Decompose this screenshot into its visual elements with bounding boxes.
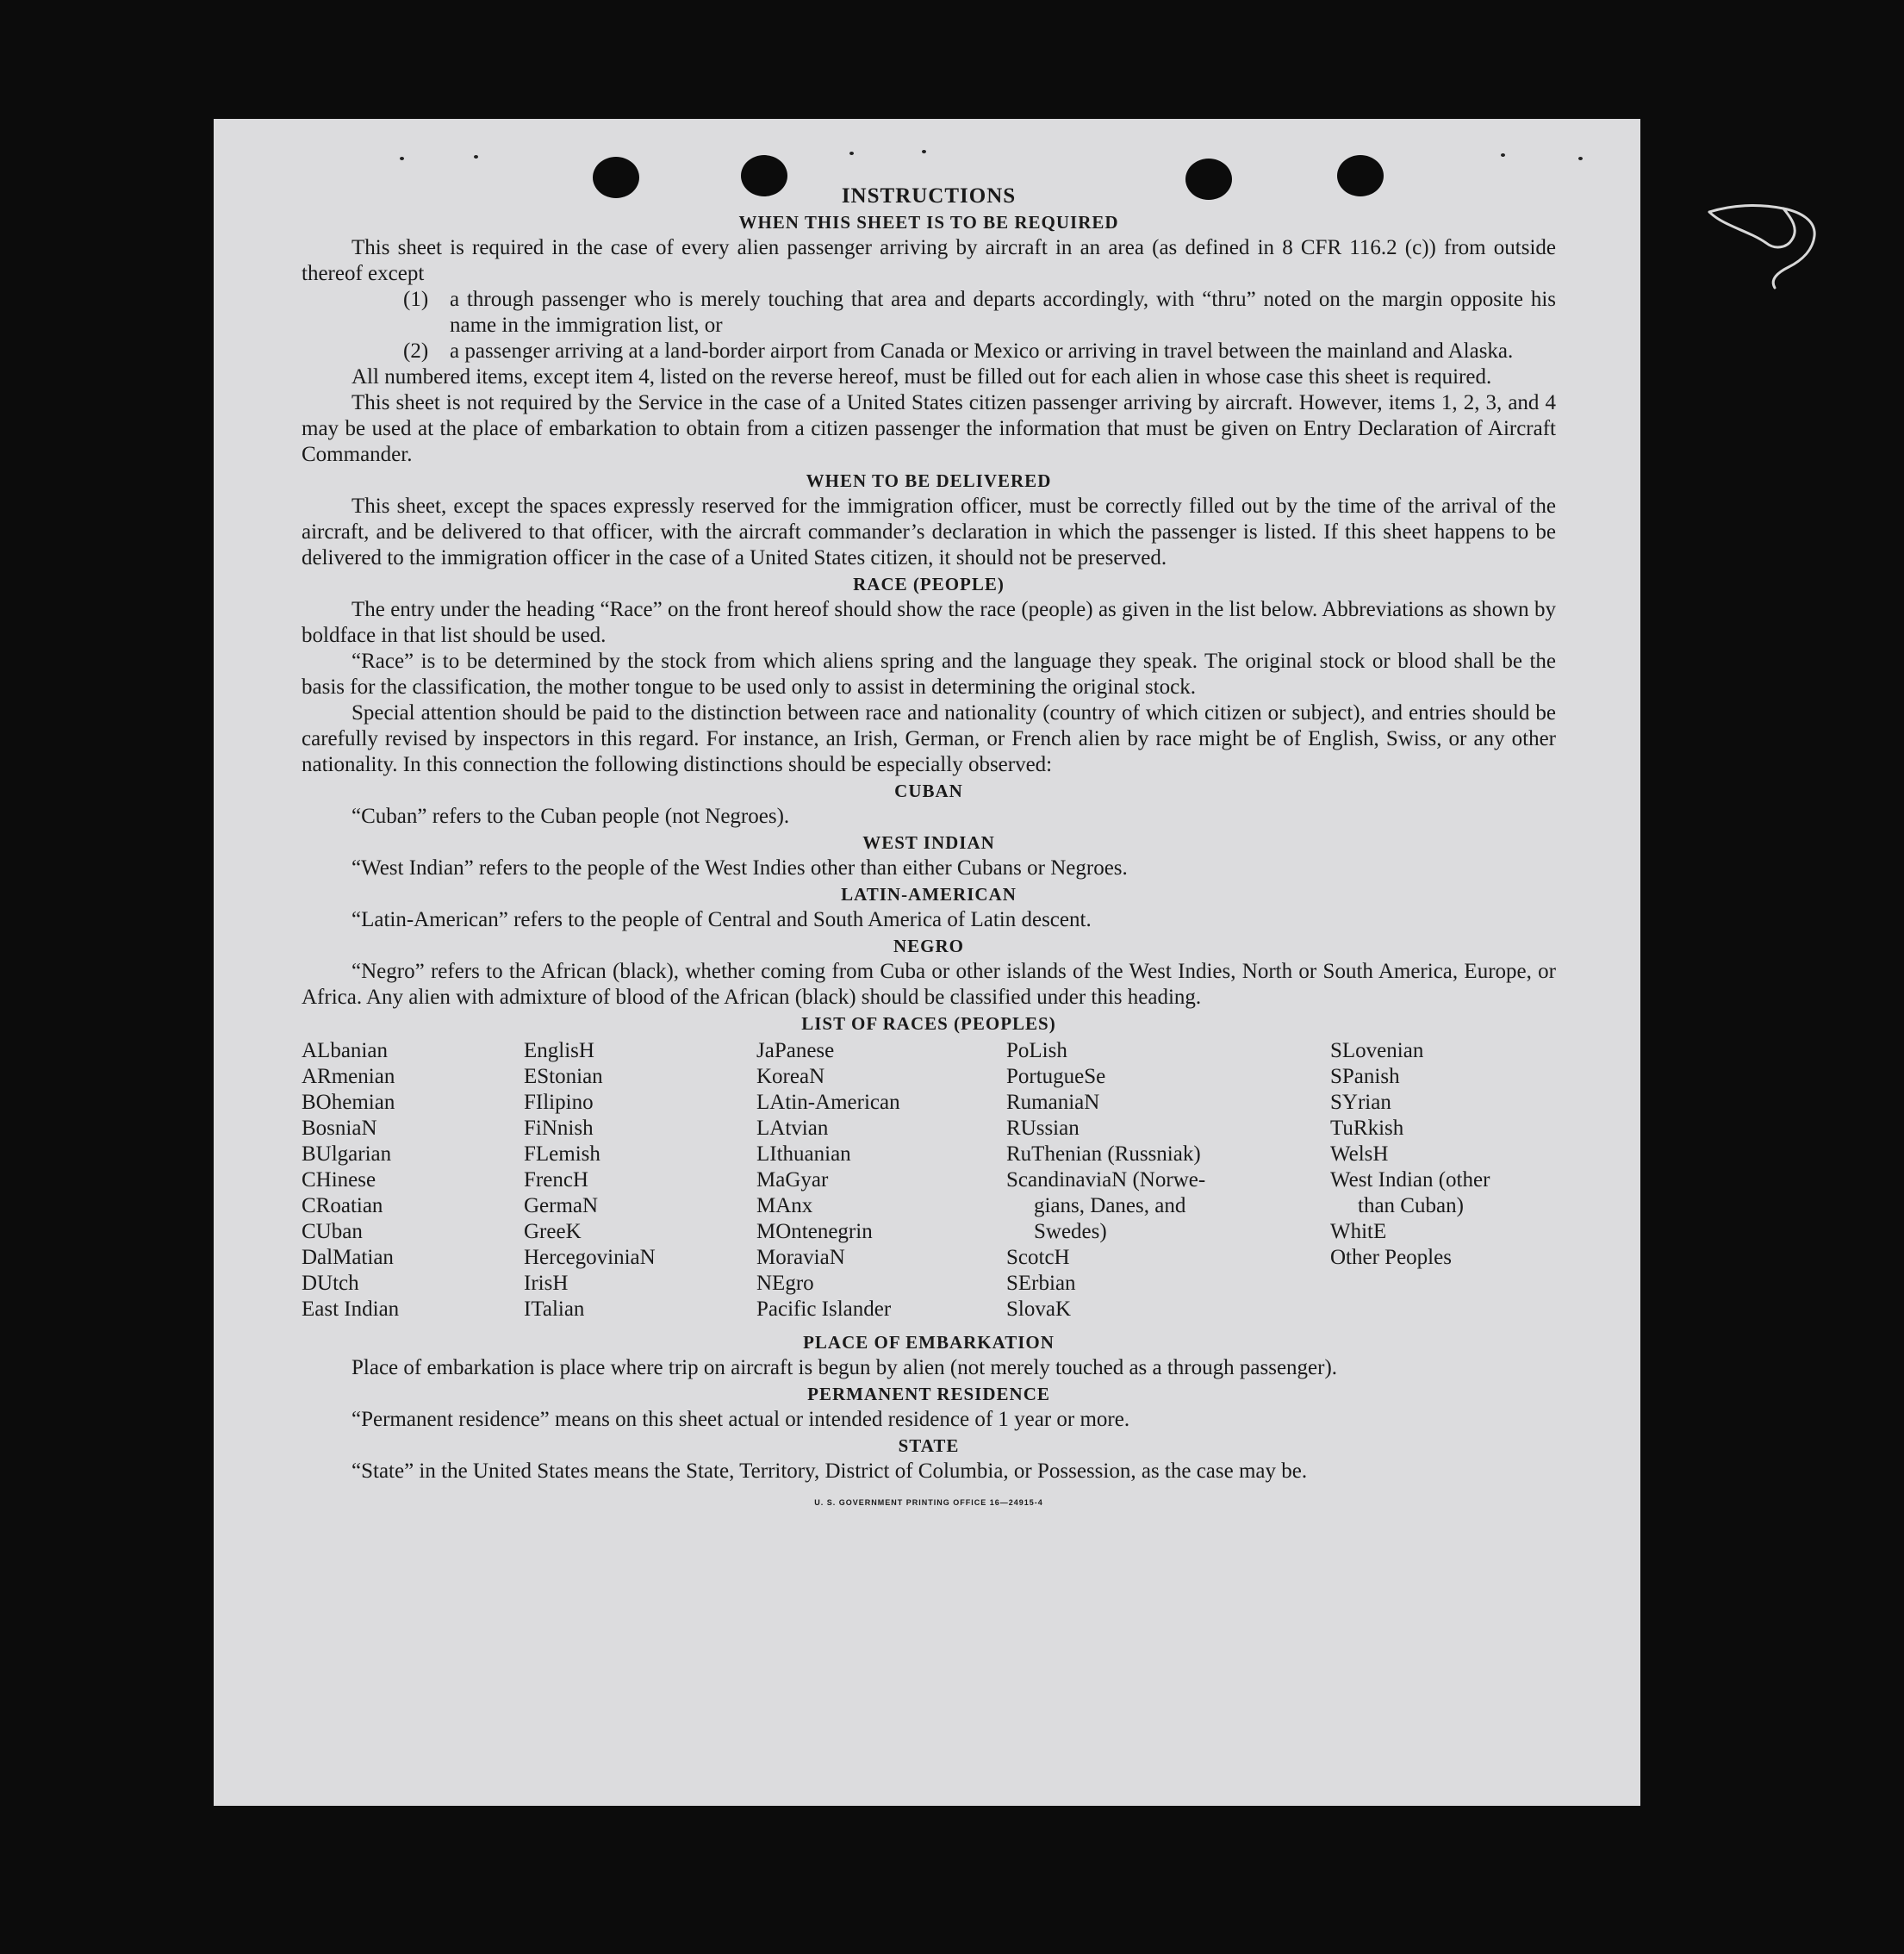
race-entry: FrencH: [524, 1168, 588, 1192]
race-entry: BUlgarian: [302, 1142, 392, 1166]
section-heading-when-required: WHEN THIS SHEET IS TO BE REQUIRED: [738, 212, 1119, 233]
citizen-paragraph: This sheet is not required by the Service in the case of a United States citizen passenger arriving by aircraft. However, items 1, 2, 3, and 4 may be used at the place of embarkation to obtain from a citizen passenger the information that must be given on Entry Declaration of Aircraft Commander.: [302, 391, 1556, 466]
races-list: [302, 1038, 1556, 1322]
race-entry: Pacific Islander: [756, 1297, 892, 1321]
section-heading-state: STATE: [898, 1435, 960, 1456]
race-entry: PoLish: [1006, 1039, 1067, 1062]
ink-speck: [1578, 157, 1583, 160]
race-entry: CRoatian: [302, 1194, 383, 1217]
race-entry: ScandinaviaN (Norwe-: [1006, 1168, 1206, 1192]
race-entry: MAnx: [756, 1194, 813, 1217]
race-entry: DUtch: [302, 1272, 359, 1295]
ink-speck: [1501, 153, 1505, 157]
exception-number: (1): [403, 288, 429, 311]
exception-item: [302, 339, 1556, 364]
race-entry: ScotcH: [1006, 1246, 1070, 1269]
race-entry: HercegoviniaN: [524, 1246, 656, 1269]
section-heading-race: RACE (PEOPLE): [853, 574, 1005, 594]
section-heading-list-of-races: LIST OF RACES (PEOPLES): [801, 1013, 1056, 1034]
race-entry: SlovaK: [1006, 1297, 1071, 1321]
race-entry: ITalian: [524, 1297, 585, 1321]
race-entry: West Indian (other: [1330, 1168, 1490, 1192]
race-entry: IrisH: [524, 1272, 569, 1295]
ink-speck: [849, 152, 854, 155]
race-entry: RUssian: [1006, 1117, 1080, 1140]
race-entry: RumaniaN: [1006, 1091, 1100, 1114]
race-entry: East Indian: [302, 1297, 400, 1321]
race-entry: MaGyar: [756, 1168, 829, 1192]
race-entry: BOhemian: [302, 1091, 395, 1114]
race-entry-continuation: Swedes): [1034, 1220, 1107, 1243]
numbered-items-paragraph: All numbered items, except item 4, listed on the reverse hereof, must be filled out for each alien in whose case this sheet is required.: [352, 365, 1492, 389]
races-column-2: [524, 1038, 756, 1322]
races-column-4: [1006, 1038, 1330, 1322]
race-entry: FLemish: [524, 1142, 600, 1166]
section-heading-negro: NEGRO: [893, 936, 964, 956]
race-entry: GermaN: [524, 1194, 599, 1217]
race-entry: SLovenian: [1330, 1039, 1424, 1062]
document-sheet: [214, 119, 1640, 1806]
race-paragraph-2: “Race” is to be determined by the stock from which aliens spring and the language they speak. The original stock or blood shall be the basis for the classification, the mother tongue to be used only to assist in determining the original stock.: [302, 650, 1556, 699]
race-entry: FiNnish: [524, 1117, 594, 1140]
race-entry: WhitE: [1330, 1220, 1387, 1243]
race-entry: ARmenian: [302, 1065, 395, 1088]
when-delivered-text: This sheet, except the spaces expressly reserved for the immigration officer, must be correctly filled out by the time of the arrival of the aircraft, and be delivered to that officer, with the aircraft commander’s declaration in which the passenger is listed. If this sheet happens to be delivered to the immigration officer in the case of a United States citizen, it should not be preserved.: [302, 495, 1556, 569]
residence-text: “Permanent residence” means on this sheet actual or intended residence of 1 year or more.: [352, 1408, 1130, 1431]
paper-clip-scribble: [1706, 200, 1826, 303]
race-entry: LAtvian: [756, 1117, 829, 1140]
race-entry: JaPanese: [756, 1039, 835, 1062]
race-entry: SPanish: [1330, 1065, 1400, 1088]
race-paragraph-1: The entry under the heading “Race” on the front hereof should show the race (people) as given in the list below. Abbreviations as shown by boldface in that list should be used.: [302, 598, 1556, 647]
embarkation-text: Place of embarkation is place where trip on aircraft is begun by alien (not merely touched as a through passenger).: [352, 1356, 1338, 1379]
ink-speck: [400, 157, 404, 160]
state-text: “State” in the United States means the State, Territory, District of Columbia, or Possession, as the case may be.: [352, 1459, 1308, 1483]
race-entry: FIlipino: [524, 1091, 594, 1114]
cuban-text: “Cuban” refers to the Cuban people (not Negroes).: [352, 805, 790, 828]
race-paragraph-3: Special attention should be paid to the distinction between race and nationality (country of which citizen or subject), and entries should be carefully revised by inspectors in this regard. For instance, an Irish, German, or French alien by race might be of English, Swiss, or any other nationality. In this connection the following distinctions should be especially observed:: [302, 701, 1556, 776]
race-entry: CUban: [302, 1220, 363, 1243]
race-entry: BosniaN: [302, 1117, 377, 1140]
when-required-intro: This sheet is required in the case of every alien passenger arriving by aircraft in an area (as defined in 8 CFR 116.2 (c)) from outside thereof except: [302, 236, 1556, 285]
race-entry: NEgro: [756, 1272, 814, 1295]
ink-speck: [474, 155, 478, 159]
race-entry-continuation: than Cuban): [1358, 1194, 1464, 1217]
race-entry: SYrian: [1330, 1091, 1391, 1114]
race-entry: Other Peoples: [1330, 1246, 1452, 1269]
race-entry: ALbanian: [302, 1039, 388, 1062]
section-heading-when-delivered: WHEN TO BE DELIVERED: [806, 470, 1052, 491]
section-heading-cuban: CUBAN: [894, 781, 963, 801]
exception-text: a through passenger who is merely touching that area and departs accordingly, with “thru” noted on the margin opposite his name in the immigration list, or: [450, 288, 1556, 337]
race-entry: GreeK: [524, 1220, 582, 1243]
section-heading-residence: PERMANENT RESIDENCE: [807, 1384, 1050, 1404]
west-indian-text: “West Indian” refers to the people of the West Indies other than either Cubans or Negroes.: [352, 856, 1128, 880]
race-entry: EStonian: [524, 1065, 603, 1088]
race-entry-continuation: gians, Danes, and: [1034, 1194, 1186, 1217]
race-entry: LIthuanian: [756, 1142, 851, 1166]
race-entry: MoraviaN: [756, 1246, 845, 1269]
section-heading-embarkation: PLACE OF EMBARKATION: [803, 1332, 1055, 1353]
printer-imprint: U. S. GOVERNMENT PRINTING OFFICE 16—24915-4: [814, 1498, 1043, 1507]
race-entry: MOntenegrin: [756, 1220, 873, 1243]
exception-item: [302, 287, 1556, 339]
race-entry: WelsH: [1330, 1142, 1389, 1166]
ink-speck: [922, 150, 926, 153]
races-column-5: [1330, 1038, 1556, 1322]
negro-text: “Negro” refers to the African (black), whether coming from Cuba or other islands of the West Indies, North or South America, Europe, or Africa. Any alien with admixture of blood of the African (black) should be classified under this heading.: [302, 960, 1556, 1009]
exception-text: a passenger arriving at a land-border airport from Canada or Mexico or arriving in travel between the mainland and Alaska.: [450, 339, 1514, 363]
race-entry: LAtin-American: [756, 1091, 900, 1114]
race-entry: SErbian: [1006, 1272, 1076, 1295]
section-heading-latin-american: LATIN-AMERICAN: [841, 884, 1017, 905]
race-entry: CHinese: [302, 1168, 376, 1192]
race-entry: DalMatian: [302, 1246, 394, 1269]
races-column-3: [756, 1038, 1006, 1322]
race-entry: PortugueSe: [1006, 1065, 1106, 1088]
latin-american-text: “Latin-American” refers to the people of Central and South America of Latin descent.: [352, 908, 1092, 931]
races-column-1: [302, 1038, 524, 1322]
page-title: INSTRUCTIONS: [841, 184, 1017, 208]
exception-number: (2): [403, 339, 429, 363]
race-entry: KoreaN: [756, 1065, 825, 1088]
race-entry: TuRkish: [1330, 1117, 1404, 1140]
instructions-content: [302, 184, 1556, 1515]
race-entry: RuThenian (Russniak): [1006, 1142, 1201, 1166]
race-entry: EnglisH: [524, 1039, 594, 1062]
section-heading-west-indian: WEST INDIAN: [862, 832, 995, 853]
